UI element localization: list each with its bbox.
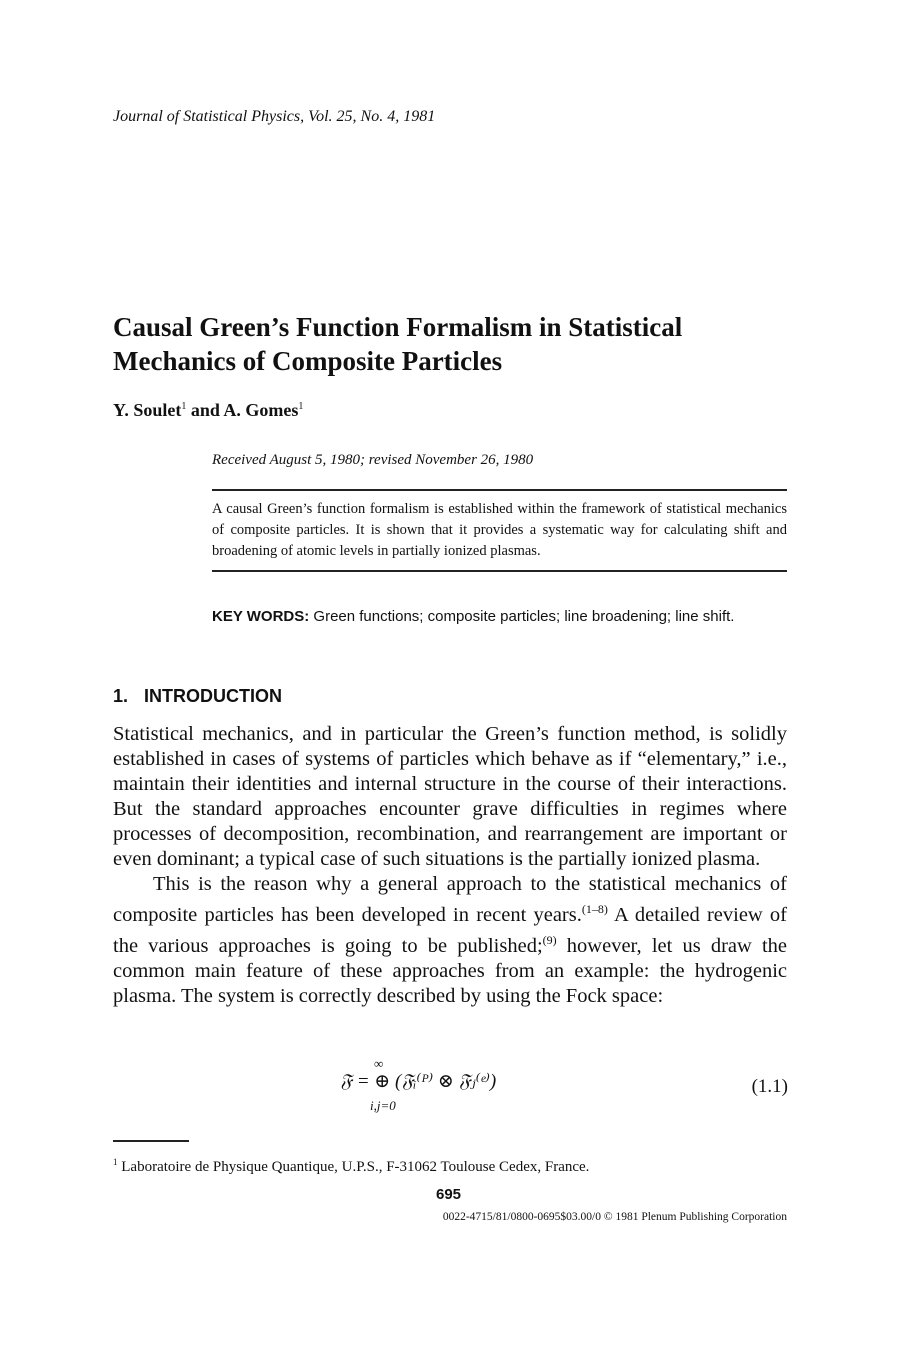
section-number: 1. [113, 686, 129, 706]
author-conjunction: and [186, 400, 224, 420]
citation-ref-1-8: (1–8) [581, 902, 608, 916]
footnote-text: Laboratoire de Physique Quantique, U.P.S., F-31062 Toulouse Cedex, France. [117, 1159, 590, 1175]
footnote [113, 1157, 589, 1176]
author-1-affiliation-mark: 1 [181, 401, 187, 412]
paragraph-1: Statistical mechanics, and in particular the Green’s function method, is solidly established in cases of systems of particles which behave as if “elementary,” i.e., maintain their identities and internal structure in the course of their interactions. But the standard approaches encounter grave difficulties in regimes where processes of decomposition, recombination, and rearrangement are important or even dominant; a typical case of such situations is the partially ionized plasma. [113, 723, 787, 870]
copyright-line: 0022-4715/81/0800-0695$03.00/0 © 1981 Plenum Publishing Corporation [442, 1211, 787, 1223]
equation-body: 𝔉 = ⊕ (𝔉ᵢ⁽ᴾ⁾ ⊗ 𝔉ⱼ⁽ᵉ⁾) [340, 1071, 497, 1092]
received-dates: Received August 5, 1980; revised November 26, 1980 [212, 452, 534, 468]
article-title: Causal Green’s Function Formalism in Statistical Mechanics of Composite Particles [113, 312, 683, 376]
author-2: A. Gomes [223, 400, 299, 420]
footnote-divider [113, 1140, 189, 1142]
author-2-affiliation-mark: 1 [298, 401, 304, 412]
equation-1-1 [340, 1056, 790, 1126]
section-heading [113, 686, 282, 707]
paragraph-2-part-b: A detailed review of the various approaches is going to be published; [113, 903, 788, 957]
citation-ref-9: (9) [542, 932, 557, 947]
keywords-text: Green functions; composite particles; line broadening; line shift. [309, 608, 735, 625]
keywords-label: KEY WORDS: [212, 608, 310, 625]
author-1: Y. Soulet [113, 400, 182, 420]
section-title: INTRODUCTION [144, 686, 283, 706]
journal-citation: Journal of Statistical Physics, Vol. 25, No. 4, 1981 [113, 108, 436, 125]
equation-lower-limit: i,j=0 [370, 1098, 396, 1113]
paragraph-2-part-a: This is the reason why a general approach to the statistical mechanics of composite particles has been developed in recent years. [113, 873, 787, 926]
paragraph-2 [113, 872, 787, 1009]
abstract: A causal Green’s function formalism is established within the framework of statistical mechanics of composite particles. It is shown that it provides a systematic way for calculating shift and broadening of atomic levels in partially ionized plasmas. [212, 489, 787, 572]
author-line [113, 400, 303, 421]
equation-upper-limit: ∞ [374, 1056, 384, 1071]
page-number: 695 [436, 1186, 462, 1203]
keywords [212, 606, 787, 627]
equation-number: (1.1) [751, 1076, 788, 1097]
footnote-mark: 1 [113, 1157, 118, 1167]
paragraph-2-part-c: however, let us draw the common main feature of these approaches from an example: the hydrogenic plasma. The system is correctly described by using the Fock space: [113, 934, 787, 1007]
body-text [113, 722, 787, 1009]
